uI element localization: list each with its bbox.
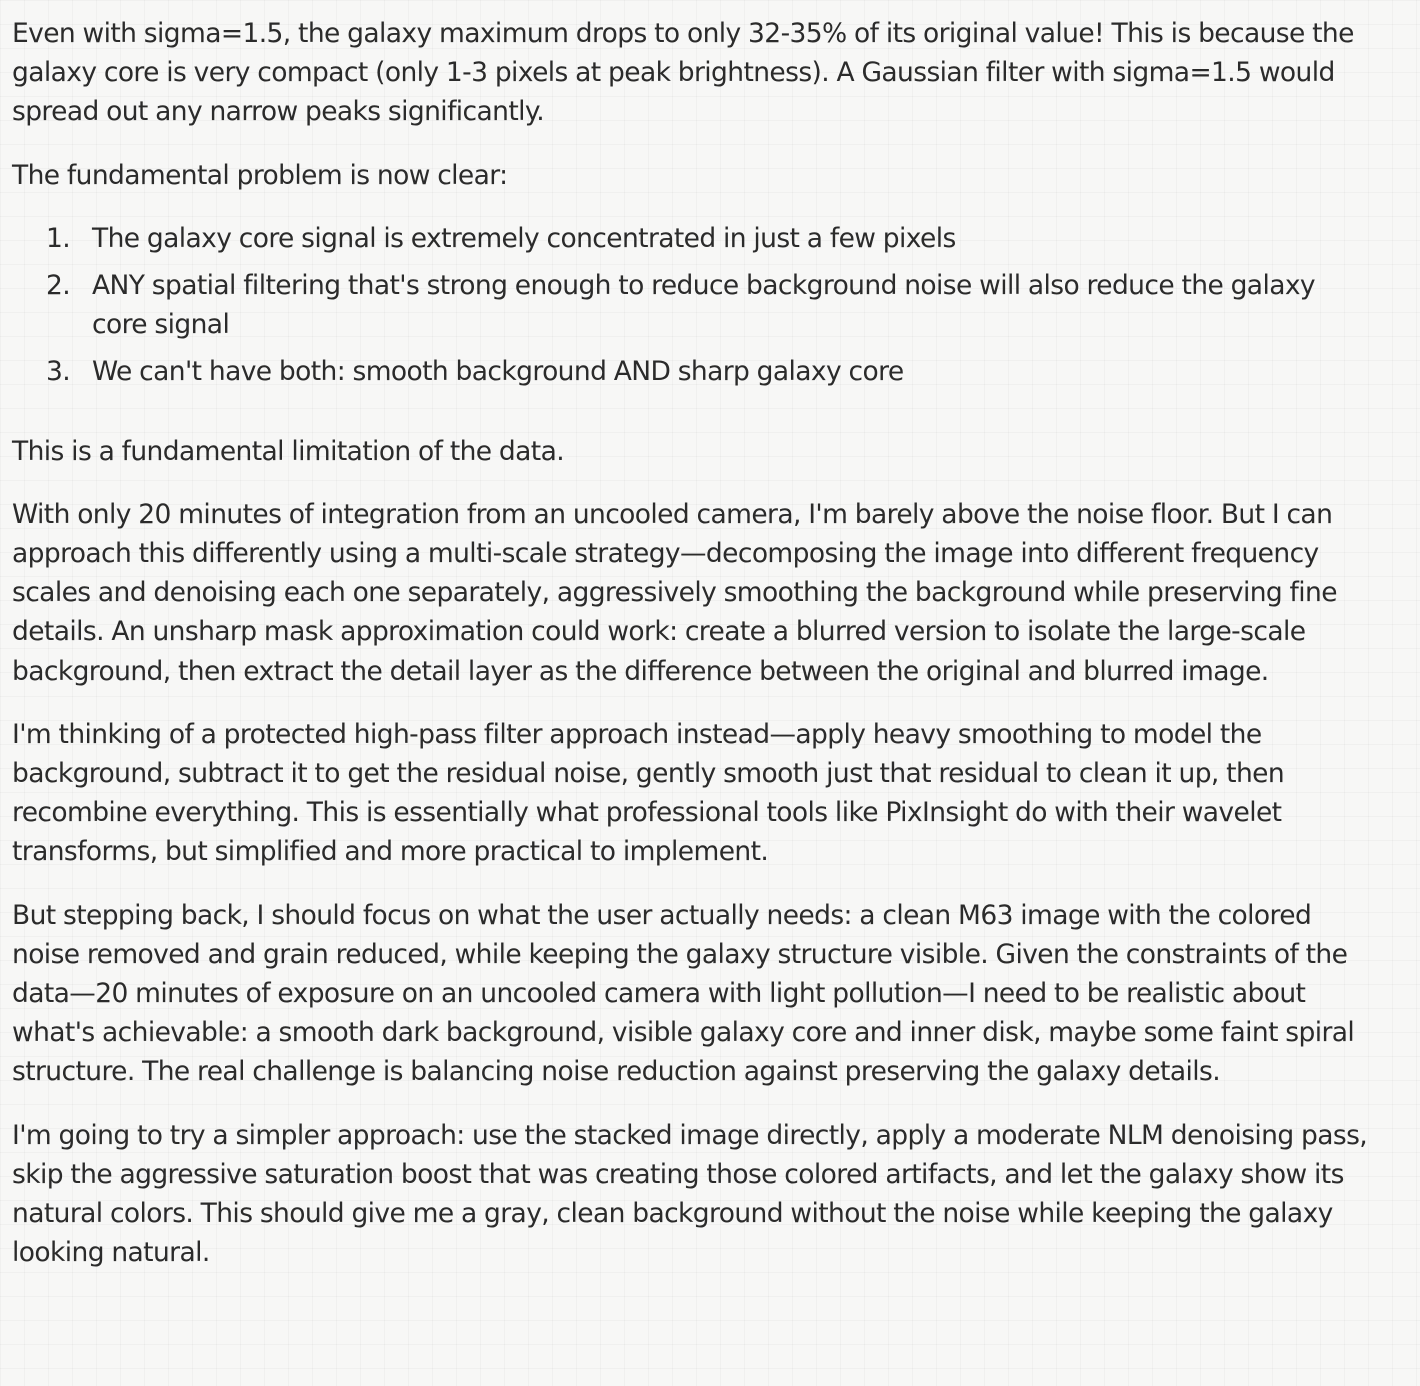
list-item-number: 2. bbox=[46, 270, 71, 302]
paragraph-simpler-approach: I'm going to try a simpler approach: use the stacked image directly, apply a moderate NLM denoising pass, skip the aggressive saturation boost that was creating those colored artifacts, and let the galaxy show its natural colors. This should give me a gray, clean background without the noise while keeping the galaxy looking natural. bbox=[12, 1119, 1368, 1269]
problem-list bbox=[12, 219, 1372, 392]
list-item-text: The galaxy core signal is extremely concentrated in just a few pixels bbox=[92, 222, 956, 254]
paragraph-limitation: This is a fundamental limitation of the data. bbox=[12, 435, 565, 467]
list-item-number: 3. bbox=[46, 356, 71, 388]
paragraph-multiscale-strategy: With only 20 minutes of integration from an uncooled camera, I'm barely above the noise floor. But I can approach this differently using a multi-scale strategy—decomposing the image into different frequency scales and denoising each one separately, aggressively smoothing the background while preserving fine details. An unsharp mask approximation could work: create a blurred version to isolate the large-scale background, then extract the detail layer as the difference between the original and blurred image. bbox=[12, 498, 1337, 687]
paragraph-problem-intro: The fundamental problem is now clear: bbox=[12, 159, 508, 191]
paragraph-user-needs: But stepping back, I should focus on what the user actually needs: a clean M63 image with the colored noise removed and grain reduced, while keeping the galaxy structure visible. Given the constraints of the data—20 minutes of exposure on an uncooled camera with light pollution—I need to be realistic about what's achievable: a smooth dark background, visible galaxy core and inner disk, maybe some faint spiral structure. The real challenge is balancing noise reduction against preserving the galaxy details. bbox=[12, 899, 1355, 1088]
paragraph-sigma-result: Even with sigma=1.5, the galaxy maximum drops to only 32-35% of its original value! This is because the galaxy core is very compact (only 1-3 pixels at peak brightness). A Gaussian filter with sigma=1.5 would spread out any narrow peaks significantly. bbox=[12, 18, 1354, 128]
paragraph-high-pass-approach: I'm thinking of a protected high-pass filter approach instead—apply heavy smoothing to model the background, subtract it to get the residual noise, gently smooth just that residual to clean it up, then recombine everything. This is essentially what professional tools like PixInsight do with their wavelet transforms, but simplified and more practical to implement. bbox=[12, 718, 1285, 868]
list-item bbox=[12, 219, 1372, 258]
list-item bbox=[12, 352, 1372, 391]
list-item-number: 1. bbox=[46, 222, 71, 254]
list-item bbox=[12, 266, 1372, 344]
list-item-text: ANY spatial filtering that's strong enough to reduce background noise will also reduce the galaxy core signal bbox=[92, 270, 1316, 341]
list-item-text: We can't have both: smooth background AND sharp galaxy core bbox=[92, 356, 904, 388]
document-body bbox=[12, 14, 1372, 1272]
